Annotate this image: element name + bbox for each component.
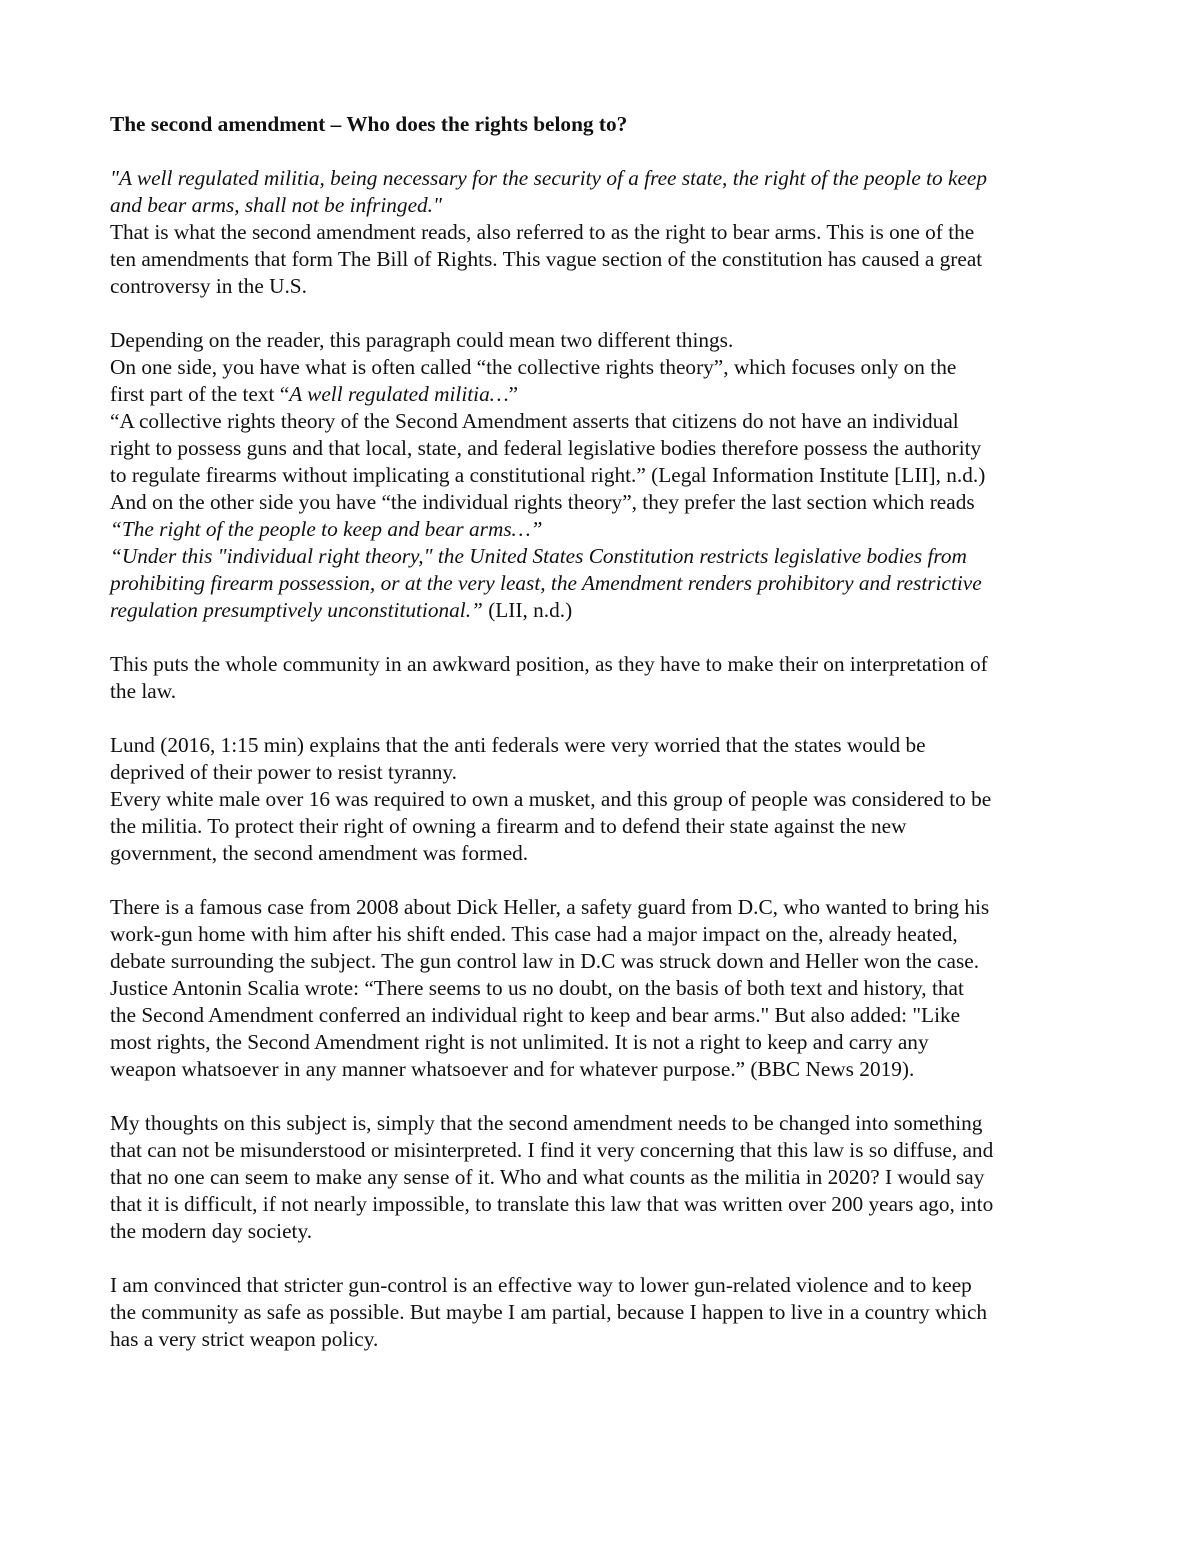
quote-line: "A well regulated militia, being necessary for the security of a free state, the right of the people to keep xyxy=(110,166,987,190)
paragraph-line: that it is difficult, if not nearly impossible, to translate this law that was written over 200 years ago, into xyxy=(110,1192,994,1216)
paragraph-line: deprived of their power to resist tyranny. xyxy=(110,760,457,784)
amendment-quote xyxy=(110,165,1095,219)
paragraph-line: I am convinced that stricter gun-control is an effective way to lower gun-related violence and to keep xyxy=(110,1273,972,1297)
text-run: (LII, n.d.) xyxy=(482,598,573,622)
thoughts-paragraph xyxy=(110,1110,1095,1245)
document-title: The second amendment – Who does the rights belong to? xyxy=(110,112,628,136)
paragraph-line: ten amendments that form The Bill of Rights. This vague section of the constitution has caused a great xyxy=(110,247,983,271)
text-run: ” xyxy=(508,382,519,406)
paragraph-line: “A collective rights theory of the Second Amendment asserts that citizens do not have an individual xyxy=(110,409,959,433)
italic-text-run: A well regulated militia… xyxy=(289,382,509,406)
paragraph-line: that no one can seem to make any sense of it. Who and what counts as the militia in 2020? I would say xyxy=(110,1165,985,1189)
paragraph-gap xyxy=(110,867,1095,894)
paragraph-gap xyxy=(110,624,1095,651)
paragraph-line: the community as safe as possible. But maybe I am partial, because I happen to live in a country which xyxy=(110,1300,988,1324)
paragraph-line: Lund (2016, 1:15 min) explains that the anti federals were very worried that the states would be xyxy=(110,733,926,757)
paragraph-line: On one side, you have what is often called “the collective rights theory”, which focuses only on the xyxy=(110,355,957,379)
paragraph-line: the modern day society. xyxy=(110,1219,313,1243)
paragraph-line: And on the other side you have “the individual rights theory”, they prefer the last section which reads xyxy=(110,490,975,514)
paragraph-line: Justice Antonin Scalia wrote: “There seems to us no doubt, on the basis of both text and history, that xyxy=(110,976,964,1000)
paragraph-line xyxy=(110,597,1095,624)
paragraph-line: to regulate firearms without implicating a constitutional right.” (Legal Information Institute [LII], n.d.) xyxy=(110,463,986,487)
conclusion-paragraph xyxy=(110,1272,1095,1353)
paragraph-gap xyxy=(110,705,1095,732)
italic-text-run: regulation presumptively unconstitutional.” xyxy=(110,598,483,622)
history-paragraph xyxy=(110,732,1095,867)
paragraph-line: that can not be misunderstood or misinterpreted. I find it very concerning that this law is so diffuse, and xyxy=(110,1138,994,1162)
paragraph-line: prohibiting firearm possession, or at the very least, the Amendment renders prohibitory and restrictive xyxy=(110,571,982,595)
heller-case-paragraph xyxy=(110,894,1095,1083)
paragraph-line xyxy=(110,381,1095,408)
intro-paragraph xyxy=(110,219,1095,300)
theories-paragraph xyxy=(110,327,1095,624)
paragraph-line: “The right of the people to keep and bear arms…” xyxy=(110,517,543,541)
document-page xyxy=(110,111,1095,1353)
paragraph-line: There is a famous case from 2008 about Dick Heller, a safety guard from D.C, who wanted to bring his xyxy=(110,895,990,919)
paragraph-line: weapon whatsoever in any manner whatsoever and for whatever purpose.” (BBC News 2019). xyxy=(110,1057,915,1081)
paragraph-line: has a very strict weapon policy. xyxy=(110,1327,379,1351)
paragraph-gap xyxy=(110,300,1095,327)
community-paragraph xyxy=(110,651,1095,705)
paragraph-line: Depending on the reader, this paragraph could mean two different things. xyxy=(110,328,734,352)
paragraph-line: This puts the whole community in an awkward position, as they have to make their on interpretation of xyxy=(110,652,988,676)
paragraph-line: most rights, the Second Amendment right is not unlimited. It is not a right to keep and carry any xyxy=(110,1030,929,1054)
paragraph-line: That is what the second amendment reads, also referred to as the right to bear arms. This is one of the xyxy=(110,220,975,244)
paragraph-gap xyxy=(110,1083,1095,1110)
paragraph-line: the law. xyxy=(110,679,177,703)
paragraph-line: right to possess guns and that local, state, and federal legislative bodies therefore possess the authority xyxy=(110,436,982,460)
paragraph-line: controversy in the U.S. xyxy=(110,274,307,298)
paragraph-line: government, the second amendment was formed. xyxy=(110,841,529,865)
text-run: first part of the text “ xyxy=(110,382,290,406)
paragraph-line: My thoughts on this subject is, simply that the second amendment needs to be changed into something xyxy=(110,1111,983,1135)
paragraph-gap xyxy=(110,1245,1095,1272)
paragraph-line: work-gun home with him after his shift ended. This case had a major impact on the, already heated, xyxy=(110,922,958,946)
paragraph-line: the Second Amendment conferred an individual right to keep and bear arms." But also added: "Like xyxy=(110,1003,961,1027)
paragraph-line: debate surrounding the subject. The gun control law in D.C was struck down and Heller won the case. xyxy=(110,949,980,973)
paragraph-line: the militia. To protect their right of owning a firearm and to defend their state against the new xyxy=(110,814,907,838)
paragraph-line: “Under this "individual right theory," the United States Constitution restricts legislative bodies from xyxy=(110,544,967,568)
quote-line: and bear arms, shall not be infringed." xyxy=(110,193,442,217)
paragraph-line: Every white male over 16 was required to own a musket, and this group of people was considered to be xyxy=(110,787,992,811)
